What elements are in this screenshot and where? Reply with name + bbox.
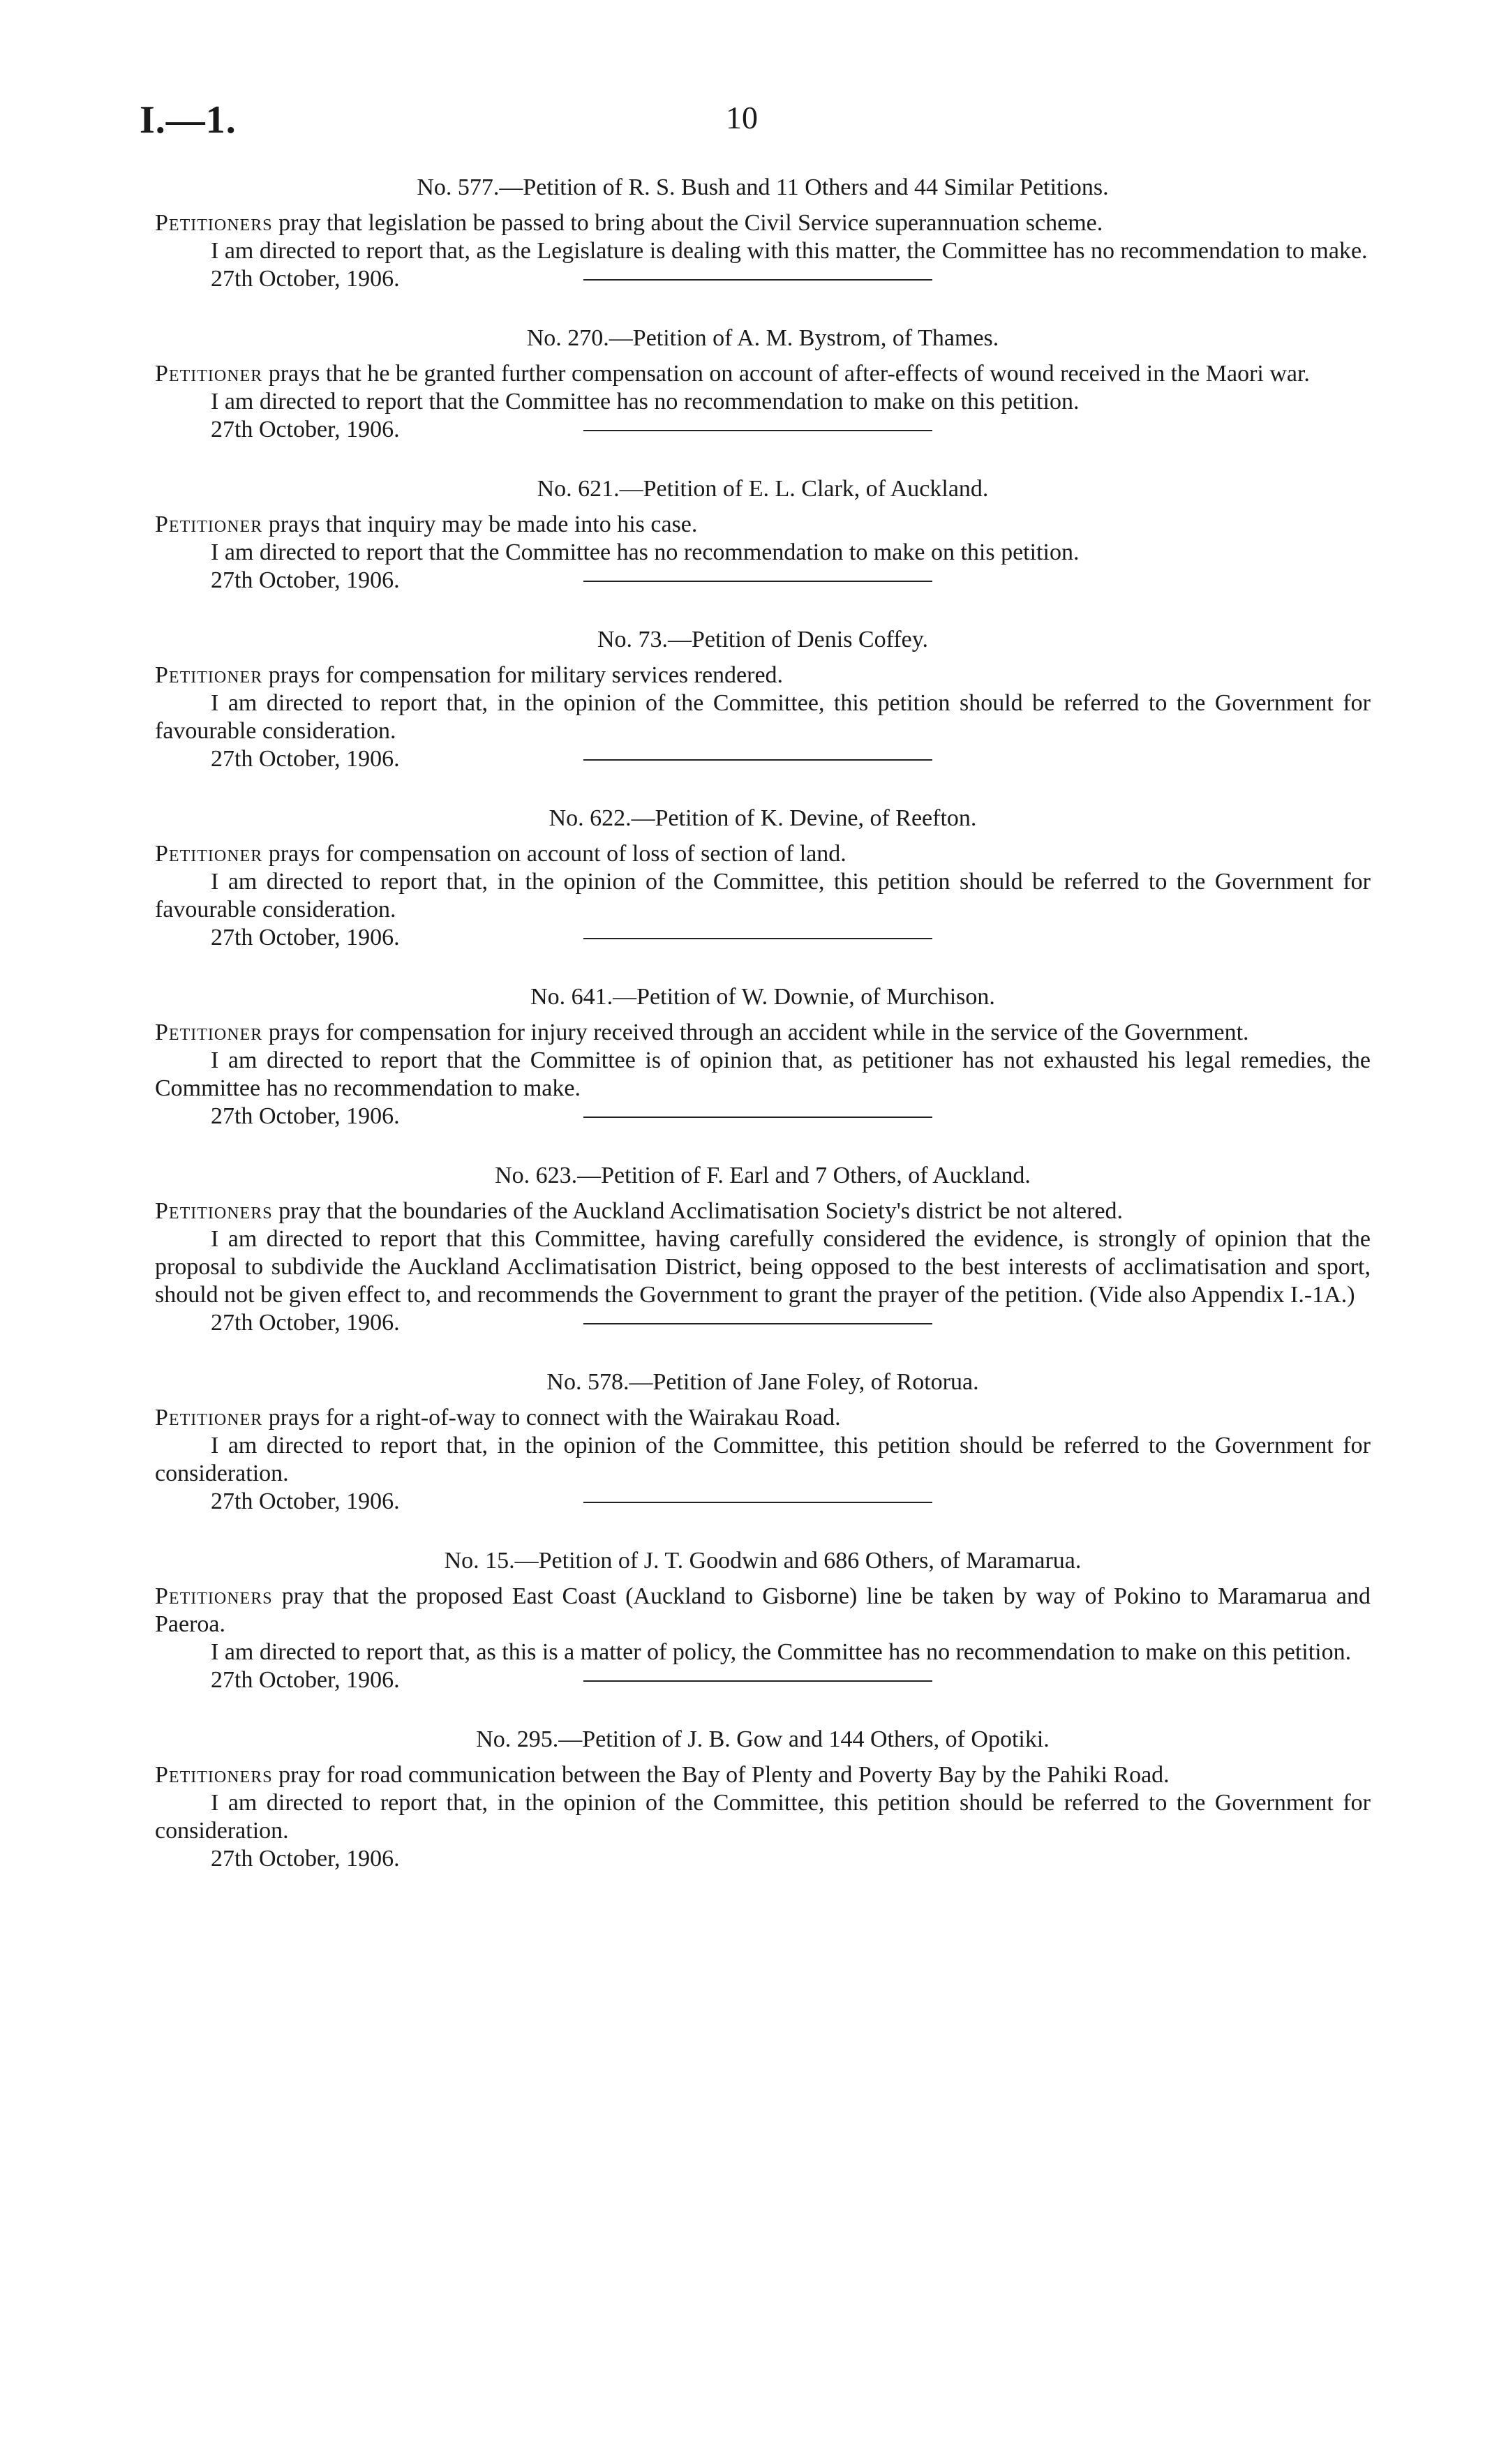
petition-prayer-text: prays for compensation for injury received through an accident while in the service of the Government.	[268, 1020, 1249, 1045]
committee-report: I am directed to report that, in the opinion of the Committee, this petition should be referred to the Government for favourable consideration.	[155, 869, 1371, 923]
document-id: I.—1.	[140, 98, 237, 142]
petition-prayer	[155, 662, 1371, 689]
petition-prayer-text: pray that legislation be passed to bring about the Civil Service superannuation scheme.	[278, 210, 1103, 236]
petition-lead: Petitioners	[155, 210, 273, 236]
petition-prayer	[155, 1197, 1371, 1225]
petition-entry	[155, 983, 1371, 1129]
petition-title: No. 622.—Petition of K. Devine, of Reefton.	[549, 805, 977, 831]
report-date: 27th October, 1906.	[211, 1103, 400, 1129]
report-date: 27th October, 1906.	[211, 1310, 400, 1336]
petition-prayer-text: pray that the proposed East Coast (Auckland to Gisborne) line be taken by way of Pokino to Maramarua and Paeroa.	[155, 1583, 1371, 1637]
report-date: 27th October, 1906.	[211, 1667, 400, 1693]
report-date: 27th October, 1906.	[211, 925, 400, 950]
petition-title: No. 577.—Petition of R. S. Bush and 11 Others and 44 Similar Petitions.	[417, 174, 1109, 200]
petition-title: No. 621.—Petition of E. L. Clark, of Auckland.	[537, 476, 989, 502]
petition-lead: Petitioner	[155, 512, 263, 537]
petition-prayer	[155, 511, 1371, 539]
petition-lead: Petitioner	[155, 361, 263, 387]
petition-title: No. 578.—Petition of Jane Foley, of Rotorua.	[546, 1369, 979, 1395]
petition-title: No. 73.—Petition of Denis Coffey.	[597, 627, 929, 652]
petition-title: No. 623.—Petition of F. Earl and 7 Others, of Auckland.	[495, 1163, 1031, 1188]
petition-prayer	[155, 1404, 1371, 1432]
petition-lead: Petitioners	[155, 1198, 273, 1224]
petition-entry	[155, 173, 1371, 292]
petition-title: No. 295.—Petition of J. B. Gow and 144 Others, of Opotiki.	[476, 1726, 1050, 1752]
committee-report: I am directed to report that, as this is a matter of policy, the Committee has no recommendation to make on this petition.	[211, 1639, 1352, 1665]
report-date: 27th October, 1906.	[211, 746, 400, 772]
committee-report: I am directed to report that, in the opinion of the Committee, this petition should be referred to the Government for favourable consideration.	[155, 690, 1371, 744]
petition-lead: Petitioner	[155, 662, 263, 688]
report-date: 27th October, 1906.	[211, 266, 400, 292]
report-date: 27th October, 1906.	[211, 1846, 400, 1872]
petition-entry	[155, 1546, 1371, 1693]
committee-report: I am directed to report that the Committee has no recommendation to make on this petition.	[211, 539, 1080, 565]
petition-prayer	[155, 1019, 1371, 1047]
petition-prayer-text: prays that he be granted further compensation on account of after-effects of wound received in the Maori war.	[268, 361, 1310, 387]
committee-report: I am directed to report that, in the opinion of the Committee, this petition should be referred to the Government for consideration.	[155, 1433, 1371, 1486]
report-date: 27th October, 1906.	[211, 1488, 400, 1514]
petition-entry	[155, 804, 1371, 950]
petition-prayer	[155, 360, 1371, 388]
petition-prayer-text: prays for compensation for military services rendered.	[268, 662, 784, 688]
petition-entry	[155, 324, 1371, 442]
petition-lead: Petitioners	[155, 1762, 273, 1788]
petition-prayer	[155, 840, 1371, 868]
committee-report: I am directed to report that, as the Legislature is dealing with this matter, the Committee has no recommendation to make.	[211, 238, 1368, 264]
petition-lead: Petitioners	[155, 1583, 273, 1609]
petition-lead: Petitioner	[155, 1405, 263, 1431]
petition-prayer-text: pray that the boundaries of the Auckland Acclimatisation Society's district be not altered.	[278, 1198, 1124, 1224]
petition-entry	[155, 1161, 1371, 1336]
petition-list	[155, 173, 1371, 1873]
petition-prayer	[155, 1761, 1371, 1789]
petition-title: No. 641.—Petition of W. Downie, of Murchison.	[530, 984, 995, 1010]
petition-lead: Petitioner	[155, 841, 263, 867]
committee-report: I am directed to report that the Committee is of opinion that, as petitioner has not exhausted his legal remedies, the Committee has no recommendation to make.	[155, 1047, 1371, 1101]
petition-title: No. 270.—Petition of A. M. Bystrom, of Thames.	[526, 325, 999, 351]
petition-prayer-text: pray for road communication between the Bay of Plenty and Poverty Bay by the Pahiki Road.	[278, 1762, 1170, 1788]
petition-prayer-text: prays for compensation on account of loss of section of land.	[268, 841, 846, 867]
petition-title: No. 15.—Petition of J. T. Goodwin and 686 Others, of Maramarua.	[444, 1548, 1082, 1574]
report-date: 27th October, 1906.	[211, 567, 400, 593]
petition-lead: Petitioner	[155, 1020, 263, 1045]
petition-prayer	[155, 1583, 1371, 1638]
report-date: 27th October, 1906.	[211, 417, 400, 442]
petition-prayer-text: prays for a right-of-way to connect with the Wairakau Road.	[268, 1405, 841, 1431]
petition-entry	[155, 625, 1371, 772]
committee-report: I am directed to report that, in the opinion of the Committee, this petition should be referred to the Government for consideration.	[155, 1790, 1371, 1844]
petition-entry	[155, 1368, 1371, 1514]
page-number: 10	[726, 100, 758, 135]
petition-entry	[155, 1725, 1371, 1873]
petition-prayer-text: prays that inquiry may be made into his case.	[268, 512, 698, 537]
committee-report: I am directed to report that this Committee, having carefully considered the evidence, is strongly of opinion that the proposal to subdivide the Auckland Acclimatisation District, being opposed to the best interests of acclimatisation and sport, should not be given effect to, and recommends the Government to grant the prayer of the petition. (Vide also Appendix I.-1A.)	[155, 1226, 1371, 1308]
petition-entry	[155, 475, 1371, 593]
petition-prayer	[155, 209, 1371, 237]
committee-report: I am directed to report that the Committee has no recommendation to make on this petition.	[211, 389, 1080, 415]
